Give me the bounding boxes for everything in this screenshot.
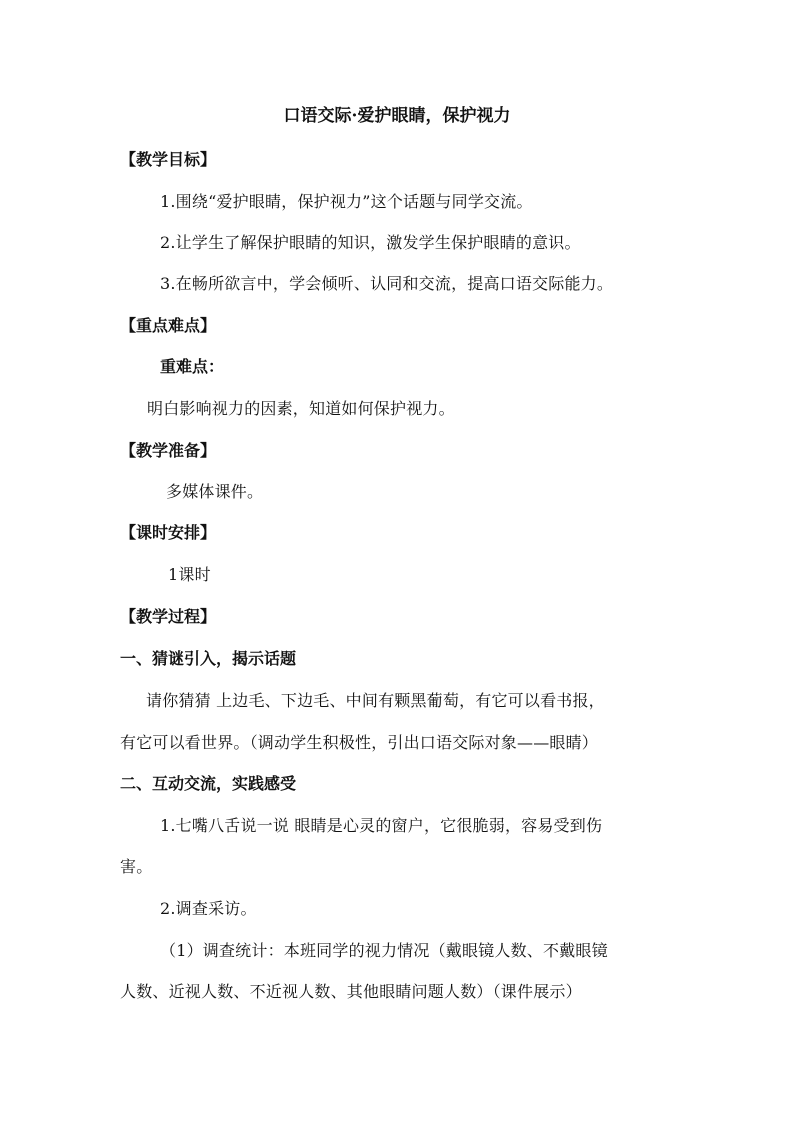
step-1-heading: 一、猜谜引入，揭示话题 [120, 649, 297, 668]
key-points-text: 明白影响视力的因素，知道如何保护视力。 [147, 399, 455, 418]
schedule-text: 1课时 [168, 565, 211, 584]
step-2-paragraph-3-line-2: 人数、近视人数、不近视人数、其他眼睛问题人数）（课件展示） [120, 982, 582, 1001]
step-1-paragraph-line-2: 有它可以看世界。（调动学生积极性，引出口语交际对象——眼睛） [120, 733, 599, 752]
survey-label: （1）调查统计： [160, 941, 284, 960]
goal-item-3: 3.在畅所欲言中，学会倾听、认同和交流，提高口语交际能力。 [160, 274, 614, 293]
step-2-paragraph-1-line-1: 1.七嘴八舌说一说 眼睛是心灵的窗户，它很脆弱，容易受到伤 [160, 816, 603, 835]
goal-item-1: 1.围绕“爱护眼睛，保护视力”这个话题与同学交流。 [160, 192, 533, 211]
step-2-heading: 二、互动交流，实践感受 [120, 774, 297, 793]
section-heading-schedule: 【课时安排】 [120, 523, 217, 542]
goal-item-2: 2.让学生了解保护眼睛的知识，激发学生保护眼睛的意识。 [160, 233, 581, 252]
section-heading-process: 【教学过程】 [120, 607, 217, 626]
preparation-text: 多媒体课件。 [166, 482, 264, 501]
document-title: 口语交际·爱护眼睛，保护视力 [283, 106, 511, 126]
step-2-paragraph-2: 2.调查采访。 [160, 899, 257, 918]
step-2-paragraph-1-line-2: 害。 [120, 857, 153, 876]
step-1-paragraph-line-1: 请你猜猜 上边毛、下边毛、中间有颗黑葡萄，有它可以看书报， [146, 691, 605, 710]
section-heading-goals: 【教学目标】 [120, 150, 217, 169]
section-heading-preparation: 【教学准备】 [120, 441, 217, 460]
step-2-paragraph-3-line-1 [160, 940, 608, 962]
survey-text: 本班同学的视力情况（戴眼镜人数、不戴眼镜 [283, 941, 608, 960]
section-heading-key-points: 【重点难点】 [120, 316, 217, 335]
key-points-label: 重难点： [160, 357, 225, 376]
